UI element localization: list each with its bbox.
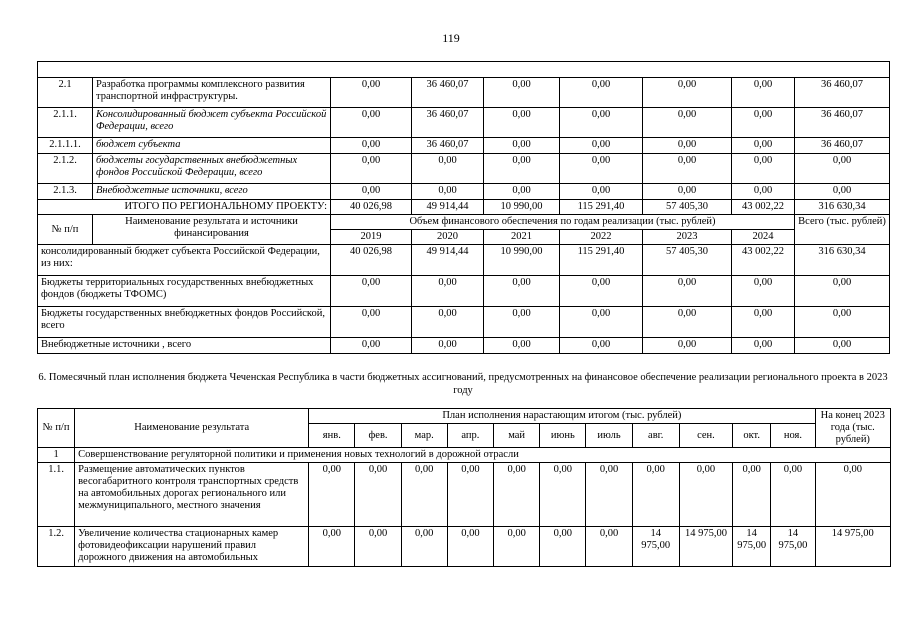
header-month: май	[494, 424, 540, 448]
value-cell: 0,00	[560, 307, 643, 338]
total-value: 43 002,22	[732, 200, 795, 215]
value-cell: 0,00	[331, 276, 412, 307]
summary-row	[38, 276, 890, 307]
row-number: 2.1	[38, 78, 93, 108]
header-month: янв.	[309, 424, 355, 448]
row-name: Разработка программы комплексного развития транспортной инфраструктуры.	[93, 78, 331, 108]
month-value: 0,00	[771, 463, 815, 527]
value-cell: 0,00	[412, 276, 484, 307]
header-plan: План исполнения нарастающим итогом (тыс. рублей)	[309, 409, 815, 424]
month-value: 0,00	[632, 463, 679, 527]
total-value: 316 630,34	[795, 200, 890, 215]
header-name: Наименование результата	[75, 409, 309, 448]
header-month: авг.	[632, 424, 679, 448]
summary-name: Внебюджетные источники , всего	[38, 338, 331, 354]
row-name: Внебюджетные источники, всего	[93, 184, 331, 200]
header-year: 2022	[560, 230, 643, 245]
month-value: 14 975,00	[771, 527, 815, 567]
value-cell: 0,00	[412, 338, 484, 354]
month-value: 0,00	[309, 463, 355, 527]
header-month: июль	[586, 424, 632, 448]
header-row	[38, 215, 890, 230]
month-value: 0,00	[540, 463, 586, 527]
header-year: 2019	[331, 230, 412, 245]
summary-row	[38, 307, 890, 338]
header-years-title: Объем финансового обеспечения по годам реализации (тыс. рублей)	[331, 215, 795, 230]
row-name: Консолидированный бюджет субъекта Российской Федерации, всего	[93, 108, 331, 138]
value-cell: 0,00	[331, 78, 412, 108]
month-value: 0,00	[494, 463, 540, 527]
month-value: 0,00	[494, 527, 540, 567]
row-number: 2.1.3.	[38, 184, 93, 200]
row-number: 2.1.2.	[38, 154, 93, 184]
value-cell: 0,00	[331, 307, 412, 338]
total-value: 49 914,44	[412, 200, 484, 215]
month-value: 0,00	[679, 463, 732, 527]
header-month: мар.	[401, 424, 447, 448]
header-number: № п/п	[38, 409, 75, 448]
value-cell: 0,00	[795, 307, 890, 338]
value-cell: 0,00	[331, 184, 412, 200]
value-cell: 0,00	[331, 138, 412, 154]
summary-name: консолидированный бюджет субъекта Российской Федерации, из них:	[38, 245, 331, 276]
value-cell: 0,00	[795, 154, 890, 184]
month-value: 0,00	[540, 527, 586, 567]
header-month: окт.	[733, 424, 771, 448]
row-name: бюджет субъекта	[93, 138, 331, 154]
month-value: 0,00	[401, 527, 447, 567]
value-cell: 0,00	[732, 154, 795, 184]
group-number: 1	[38, 448, 75, 463]
value-cell: 0,00	[560, 78, 643, 108]
total-value: 10 990,00	[484, 200, 560, 215]
row-number: 2.1.1.	[38, 108, 93, 138]
value-cell: 0,00	[643, 154, 732, 184]
table-row	[38, 78, 890, 108]
value-cell: 0,00	[331, 338, 412, 354]
value-cell: 0,00	[484, 276, 560, 307]
value-cell: 0,00	[331, 108, 412, 138]
value-cell: 0,00	[484, 78, 560, 108]
value-cell: 43 002,22	[732, 245, 795, 276]
year-end-value: 0,00	[815, 463, 890, 527]
month-value: 0,00	[355, 527, 401, 567]
header-year-end: На конец 2023 года (тыс. рублей)	[815, 409, 890, 448]
value-cell: 57 405,30	[643, 245, 732, 276]
table-top-blank-row	[38, 62, 890, 78]
value-cell: 0,00	[560, 338, 643, 354]
total-value: 40 026,98	[331, 200, 412, 215]
month-value: 0,00	[447, 463, 493, 527]
header-year: 2024	[732, 230, 795, 245]
header-month: сен.	[679, 424, 732, 448]
year-end-value: 14 975,00	[815, 527, 890, 567]
header-month: ноя.	[771, 424, 815, 448]
month-value: 0,00	[586, 463, 632, 527]
table-row	[38, 184, 890, 200]
header-row	[38, 409, 891, 424]
group-row	[38, 448, 891, 463]
value-cell: 0,00	[795, 184, 890, 200]
value-cell: 0,00	[484, 307, 560, 338]
month-value: 0,00	[401, 463, 447, 527]
header-year: 2021	[484, 230, 560, 245]
value-cell: 0,00	[484, 184, 560, 200]
value-cell: 0,00	[643, 338, 732, 354]
summary-name: Бюджеты государственных внебюджетных фондов Российской, всего	[38, 307, 331, 338]
value-cell: 0,00	[412, 154, 484, 184]
group-title: Совершенствование регуляторной политики и применения новых технологий в дорожной отрасли	[75, 448, 891, 463]
value-cell: 0,00	[484, 338, 560, 354]
value-cell: 316 630,34	[795, 245, 890, 276]
row-name: Размещение автоматических пунктов весогабаритного контроля транспортных средств на автомобильных дорогах регионального или межмуниципального, местного значения	[75, 463, 309, 527]
value-cell: 0,00	[732, 184, 795, 200]
table-row	[38, 527, 891, 567]
total-value: 57 405,30	[643, 200, 732, 215]
value-cell: 0,00	[643, 307, 732, 338]
total-value: 115 291,40	[560, 200, 643, 215]
value-cell: 0,00	[732, 307, 795, 338]
total-label: ИТОГО ПО РЕГИОНАЛЬНОМУ ПРОЕКТУ:	[38, 200, 331, 215]
header-total: Всего (тыс. рублей)	[795, 215, 890, 245]
header-month: июнь	[540, 424, 586, 448]
header-month: фев.	[355, 424, 401, 448]
value-cell: 0,00	[560, 138, 643, 154]
value-cell: 0,00	[560, 154, 643, 184]
financing-table	[37, 61, 890, 354]
row-name: бюджеты государственных внебюджетных фондов Российской Федерации, всего	[93, 154, 331, 184]
value-cell: 36 460,07	[412, 108, 484, 138]
header-number: № п/п	[38, 215, 93, 245]
value-cell: 0,00	[795, 276, 890, 307]
month-value: 0,00	[355, 463, 401, 527]
value-cell: 0,00	[732, 338, 795, 354]
value-cell: 0,00	[484, 154, 560, 184]
row-number: 1.1.	[38, 463, 75, 527]
value-cell: 49 914,44	[412, 245, 484, 276]
summary-row	[38, 338, 890, 354]
table-row	[38, 154, 890, 184]
page-number: 119	[442, 31, 460, 45]
month-value: 0,00	[447, 527, 493, 567]
value-cell: 0,00	[643, 138, 732, 154]
header-year: 2020	[412, 230, 484, 245]
value-cell: 0,00	[643, 184, 732, 200]
table-row	[38, 463, 891, 527]
value-cell: 40 026,98	[331, 245, 412, 276]
value-cell: 0,00	[732, 138, 795, 154]
row-number: 2.1.1.1.	[38, 138, 93, 154]
value-cell: 36 460,07	[412, 138, 484, 154]
header-year: 2023	[643, 230, 732, 245]
header-name: Наименование результата и источники финансирования	[93, 215, 331, 245]
value-cell: 0,00	[412, 307, 484, 338]
value-cell: 0,00	[412, 184, 484, 200]
value-cell: 0,00	[643, 108, 732, 138]
header-month: апр.	[447, 424, 493, 448]
month-value: 14 975,00	[679, 527, 732, 567]
value-cell: 0,00	[484, 138, 560, 154]
value-cell: 0,00	[560, 184, 643, 200]
value-cell: 0,00	[732, 108, 795, 138]
value-cell: 0,00	[643, 276, 732, 307]
value-cell: 36 460,07	[795, 78, 890, 108]
value-cell: 36 460,07	[412, 78, 484, 108]
monthly-plan-table	[37, 408, 891, 567]
month-value: 14 975,00	[733, 527, 771, 567]
section-title: 6. Помесячный план исполнения бюджета Чеченская Республика в части бюджетных ассигнований, предусмотренных на финансовое обеспечение реализации регионального проекта в 2023 году	[38, 372, 888, 396]
table-row	[38, 138, 890, 154]
value-cell: 0,00	[795, 338, 890, 354]
summary-name: Бюджеты территориальных государственных внебюджетных фондов (бюджеты ТФОМС)	[38, 276, 331, 307]
value-cell: 0,00	[732, 78, 795, 108]
value-cell: 36 460,07	[795, 108, 890, 138]
month-value: 14 975,00	[632, 527, 679, 567]
row-number: 1.2.	[38, 527, 75, 567]
value-cell: 0,00	[643, 78, 732, 108]
month-value: 0,00	[309, 527, 355, 567]
value-cell: 0,00	[331, 154, 412, 184]
summary-row	[38, 245, 890, 276]
value-cell: 115 291,40	[560, 245, 643, 276]
month-value: 0,00	[733, 463, 771, 527]
value-cell: 0,00	[732, 276, 795, 307]
row-name: Увеличение количества стационарных камер фотовидеофиксации нарушений правил дорожного движения на автомобильных	[75, 527, 309, 567]
value-cell: 0,00	[560, 276, 643, 307]
value-cell: 0,00	[484, 108, 560, 138]
value-cell: 36 460,07	[795, 138, 890, 154]
total-row	[38, 200, 890, 215]
table-row	[38, 108, 890, 138]
value-cell: 10 990,00	[484, 245, 560, 276]
month-value: 0,00	[586, 527, 632, 567]
value-cell: 0,00	[560, 108, 643, 138]
